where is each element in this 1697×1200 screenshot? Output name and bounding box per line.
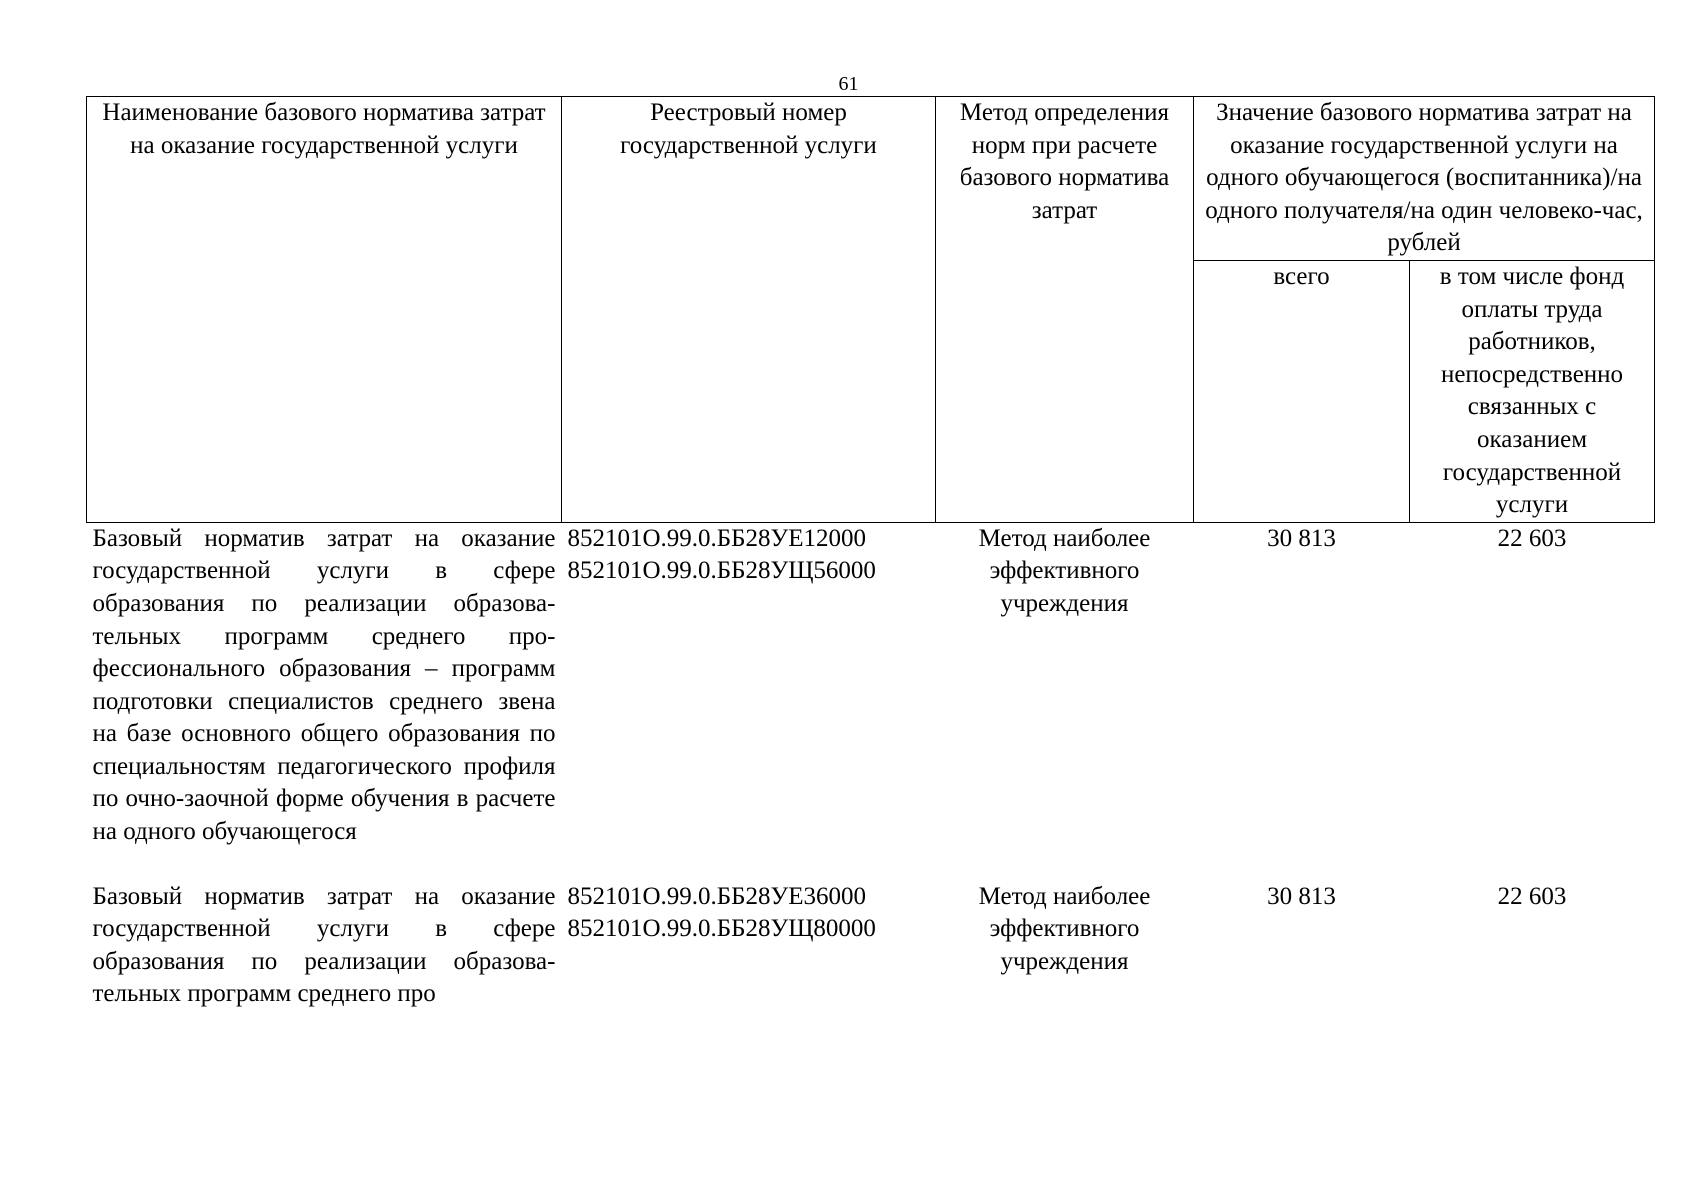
header-name: Наименование базового норматива затрат на оказание государственной услуги xyxy=(87,97,562,523)
row-spacer xyxy=(87,849,1655,881)
header-method: Метод определения норм при расчете базового норматива затрат xyxy=(936,97,1194,523)
row-total: 30 813 xyxy=(1267,524,1336,552)
row-method: Метод наиболее эффективного учреждения xyxy=(978,882,1151,975)
header-payroll: в том числе фонд оплаты труда работников, непосредственно связанных с оказанием государственной услуги xyxy=(1410,260,1655,522)
header-registry: Реестровый номер государственной услуги xyxy=(562,97,936,523)
header-total: всего xyxy=(1194,260,1410,522)
cost-norms-table xyxy=(86,96,1655,1011)
registry-number: 852101О.99.0.ББ28УЩ56000 xyxy=(567,557,876,585)
header-row-1 xyxy=(87,97,1655,261)
row-registry xyxy=(562,522,936,848)
row-registry xyxy=(562,881,936,1011)
table-row xyxy=(87,522,1655,848)
registry-number: 852101О.99.0.ББ28УЕ12000 xyxy=(567,524,866,552)
registry-number: 852101О.99.0.ББ28УЕ36000 xyxy=(567,882,866,910)
row-payroll: 22 603 xyxy=(1497,882,1567,910)
row-name: Базовый норматив затрат на оказание государственной услуги в сфере образования по реализации образовательных программ среднего про xyxy=(92,882,556,1008)
header-value: Значение базового норматива затрат на оказание государственной услуги на одного обучающегося (воспитанника)/на одного получателя/на один человеко-час, рублей xyxy=(1194,97,1655,261)
registry-number: 852101О.99.0.ББ28УЩ80000 xyxy=(567,915,876,943)
page-number: 61 xyxy=(838,73,859,95)
table-row xyxy=(87,881,1655,1011)
row-method: Метод наиболее эффективного учреждения xyxy=(978,524,1151,617)
row-total: 30 813 xyxy=(1267,882,1336,910)
row-name: Базовый норматив затрат на оказание государственной услуги в сфере образования по реализации образовательных программ среднего профессионального образования – программ подготовки специалистов среднего звена на базе основного общего образования по специальностям педагогического профиля по очно-заочной форме обучения в расчете на одного обучающегося xyxy=(92,524,556,846)
row-payroll: 22 603 xyxy=(1497,524,1567,552)
